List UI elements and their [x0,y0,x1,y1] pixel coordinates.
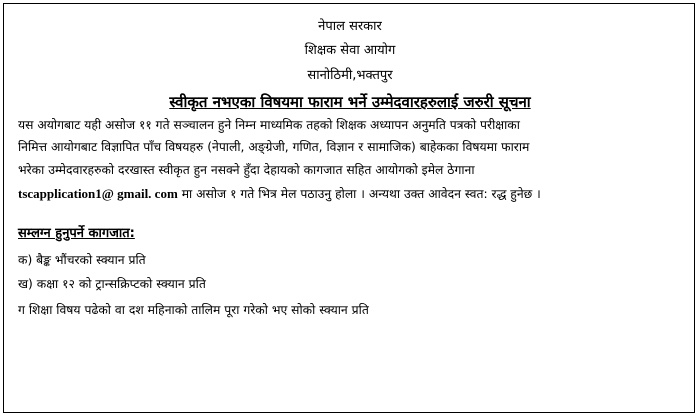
notice-body-line-1: यस अयोगबाट यही असोज ११ गते सञ्चालन हुने निम्न माध्यमिक तहको शिक्षक अध्यापन अनुमति पत्रको परीक्षाका [18,118,520,132]
attachment-item-bank-voucher: क) बैङ्क भौंचरको स्क्यान प्रति [18,253,146,267]
notice-body-line-3: भरेका उम्मेदवारहरुको दरखास्त स्वीकृत हुन नसक्ने हुँदा देहायको कागजात सहित आयोगको इमेल ठेगाना [18,163,475,177]
notice-body-line-4 [18,185,541,203]
notice-frame [3,3,695,413]
attachment-item-transcript: ख) कक्षा १२ को ट्रान्सक्रिप्टको स्क्यान प्रति [18,277,206,291]
attachment-item-training: ग शिक्षा विषय पढेको वा दश महिनाको तालिम पूरा गरेको भए सोको स्क्यान प्रति [18,303,369,317]
email-address[interactable]: tscapplication1@ gmail. com [18,186,178,201]
notice-body-line-4-rest: मा असोज १ गते भित्र मेल पठाउनु होला । अन्यथा उक्त आवेदन स्वत: रद्ध हुनेछ । [177,187,541,201]
attachments-heading: सम्लग्न हुनुपर्ने कागजात: [18,226,135,241]
office-address: सानोठिमी,भक्तपुर [307,68,393,83]
government-name: नेपाल सरकार [318,19,382,34]
commission-name: शिक्षक सेवा आयोग [304,43,396,58]
notice-body-line-2: निमित्त आयोगबाट विज्ञापित पाँच विषयहरु (नेपाली, अङ्ग्रेजी, गणित, विज्ञान र सामाजिक) बाहेकका विषयमा फाराम [18,140,530,154]
notice-title: स्वीकृत नभएका विषयमा फाराम भर्ने उम्मेदवारहरुलाई जरुरी सूचना [169,93,531,111]
